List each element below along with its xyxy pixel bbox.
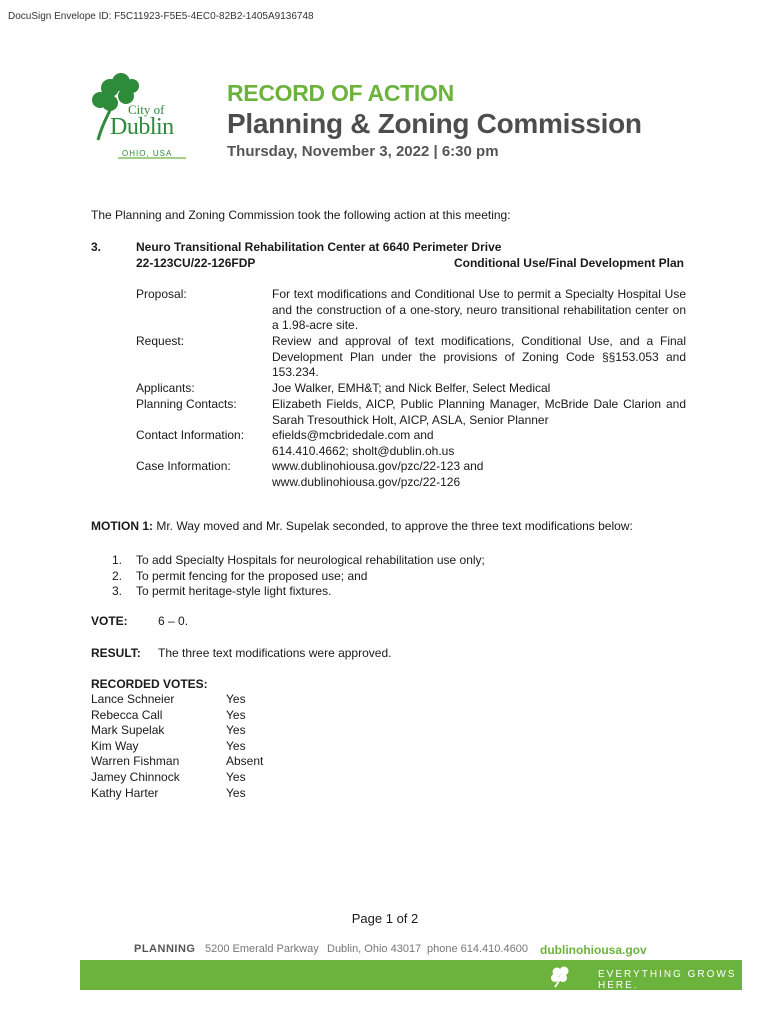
applicants-label: Applicants:: [136, 381, 195, 395]
proposal-value: For text modifications and Conditional Use to permit a Specialty Hospital Use and the construction of a one-story, neuro transitional rehabilitation center on a 1.98-acre site.: [272, 287, 686, 333]
planning-contacts-label: Planning Contacts:: [136, 397, 237, 411]
page-title: Planning & Zoning Commission: [227, 108, 642, 139]
motion-text: Mr. Way moved and Mr. Supelak seconded, to approve the three text modifications below:: [156, 519, 633, 533]
voter-name: Warren Fishman: [91, 754, 180, 769]
list-item-number: 3.: [112, 584, 123, 599]
list-item-text: To permit fencing for the proposed use; and: [136, 568, 368, 583]
logo-city-of: City of: [128, 102, 165, 117]
voter-name: Rebecca Call: [91, 707, 163, 722]
voter-name: Lance Schneier: [91, 692, 175, 706]
list-item: [112, 569, 485, 585]
page-number: Page 1 of 2: [351, 911, 419, 926]
record-of-action-heading: RECORD OF ACTION: [227, 80, 454, 106]
planning-contacts-value: Elizabeth Fields, AICP, Public Planning Manager, McBride Dale Clarion and Sarah Tresouthick Holt, AICP, ASLA, Senior Planner: [272, 397, 686, 427]
footer-phone: phone 614.410.4600: [427, 943, 528, 955]
voter-name: Kim Way: [91, 738, 139, 753]
contact-email[interactable]: efields@mcbridedale.com and: [272, 428, 434, 442]
applicants-value: Joe Walker, EMH&T; and Nick Belfer, Select Medical: [272, 381, 551, 395]
recorded-votes-names: [91, 692, 180, 801]
motion-list: [112, 553, 485, 600]
case-link-123[interactable]: www.dublinohiousa.gov/pzc/22-123 and: [272, 459, 484, 473]
case-numbers: 22-123CU/22-126FDP: [136, 255, 256, 270]
item-heading: [136, 240, 684, 271]
list-item-number: 1.: [112, 553, 123, 567]
item-number: 3.: [91, 240, 102, 254]
list-item-text: To add Specialty Hospitals for neurological rehabilitation use only;: [136, 553, 485, 567]
footer-department: PLANNING: [134, 943, 196, 955]
voter-name: Mark Supelak: [91, 723, 165, 738]
voter-name: Jamey Chinnock: [91, 769, 180, 784]
contact-information-value: [272, 428, 686, 459]
voter-name: Kathy Harter: [91, 785, 159, 800]
proposal-label: Proposal:: [136, 287, 187, 301]
footer-address: 5200 Emerald Parkway: [205, 943, 319, 955]
case-information-label: Case Information:: [136, 459, 231, 473]
motion-label: MOTION 1:: [91, 519, 153, 533]
request-label: Request:: [136, 334, 185, 348]
recorded-votes-values: [226, 692, 263, 801]
voter-vote: Yes: [226, 769, 246, 784]
list-item-number: 2.: [112, 568, 123, 583]
case-link-126[interactable]: www.dublinohiousa.gov/pzc/22-126: [272, 474, 461, 489]
list-item-text: To permit heritage-style light fixtures.: [136, 584, 332, 599]
voter-vote: Absent: [226, 754, 264, 769]
logo-dublin: Dublin: [110, 114, 174, 140]
docusign-envelope-id: DocuSign Envelope ID: F5C11923-F5E5-4EC0-82B2-1405A9136748: [8, 11, 314, 22]
footer-website-link[interactable]: dublinohiousa.gov: [540, 943, 647, 957]
recorded-votes-title: RECORDED VOTES:: [91, 677, 208, 691]
list-item: [112, 584, 485, 600]
logo-location: OHIO, USA: [122, 149, 173, 158]
list-item: [112, 553, 485, 569]
contact-phone[interactable]: 614.410.4662; sholt@dublin.oh.us: [272, 443, 455, 458]
shamrock-icon: [548, 964, 574, 988]
footer-tagline: EVERYTHING GROWS HERE.: [598, 969, 737, 991]
motion-statement: [91, 519, 691, 535]
vote-label: VOTE:: [91, 614, 128, 628]
voter-vote: Yes: [226, 785, 246, 800]
voter-vote: Yes: [226, 707, 246, 722]
voter-vote: Yes: [226, 723, 246, 738]
case-type: Conditional Use/Final Development Plan: [453, 255, 684, 270]
voter-vote: Yes: [226, 738, 246, 753]
result-label: RESULT:: [91, 646, 141, 660]
request-value: Review and approval of text modifications, Conditional Use, and a Final Development Plan under the provisions of Zoning Code §§153.053 and 153.234.: [272, 334, 686, 380]
contact-information-label: Contact Information:: [136, 428, 245, 442]
footer-city: Dublin, Ohio 43017: [327, 943, 422, 955]
result-value: The three text modifications were approved.: [158, 646, 392, 660]
voter-vote: Yes: [226, 692, 246, 706]
meeting-date: Thursday, November 3, 2022 | 6:30 pm: [227, 143, 499, 160]
intro-text: The Planning and Zoning Commission took the following action at this meeting:: [91, 208, 511, 222]
vote-value: 6 – 0.: [158, 614, 189, 628]
case-information-value: [272, 459, 686, 490]
item-title: Neuro Transitional Rehabilitation Center at 6640 Perimeter Drive: [136, 240, 502, 254]
